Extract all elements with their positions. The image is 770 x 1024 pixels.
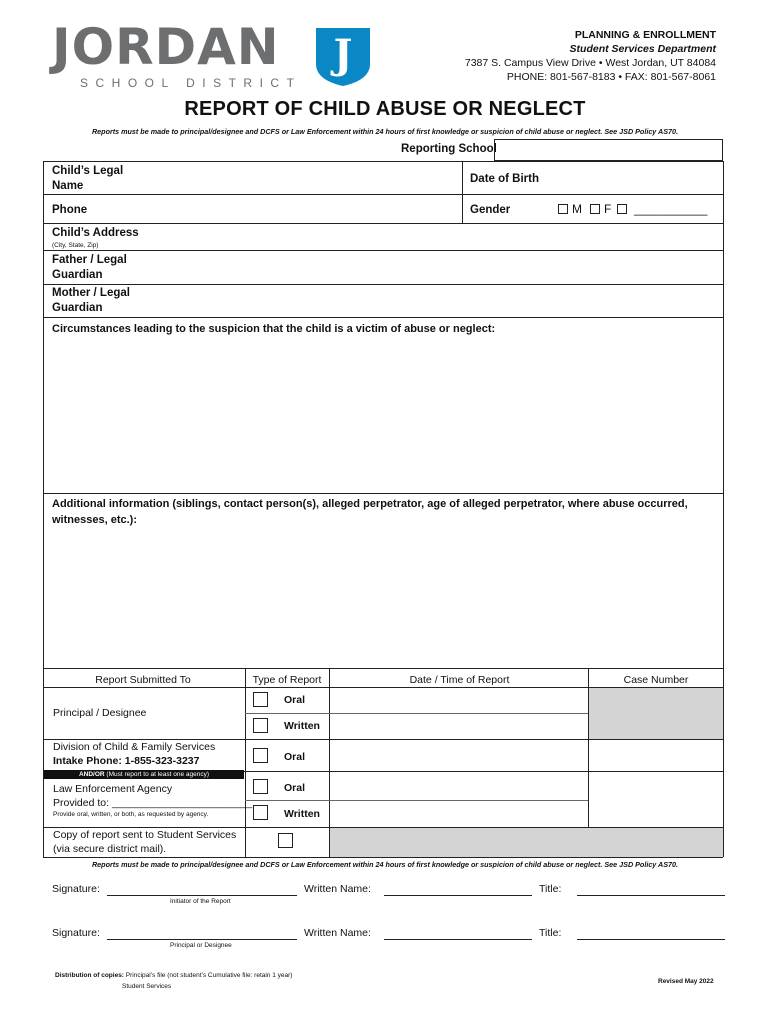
distribution-line-2: Student Services bbox=[122, 983, 172, 990]
childs-legal-label-1: Child’s Legal bbox=[52, 165, 124, 177]
gender-other-checkbox[interactable] bbox=[617, 204, 627, 214]
notice-top: Reports must be made to principal/designee and DCFS or Law Enforcement within 24 hours of first knowledge or suspicion of child abuse or neglect. See JSD Policy AS70. bbox=[91, 127, 679, 136]
signature-line-2[interactable] bbox=[107, 939, 297, 940]
col-header-submitted-to: Report Submitted To bbox=[95, 674, 191, 686]
col-header-date-time: Date / Time of Report bbox=[409, 674, 510, 686]
col-header-case-number: Case Number bbox=[623, 674, 689, 686]
gender-other-blank[interactable]: ___________ bbox=[634, 202, 708, 216]
phone-label: Phone bbox=[52, 204, 88, 216]
copy-label-1: Copy of report sent to Student Services bbox=[53, 829, 237, 841]
mother-label-1: Mother / Legal bbox=[52, 287, 130, 299]
law-written-label: Written bbox=[284, 808, 320, 820]
shield-logo-icon bbox=[314, 26, 372, 88]
dcfs-intake-phone: Intake Phone: 1-855-323-3237 bbox=[53, 755, 200, 767]
gender-m-label: M bbox=[572, 202, 582, 216]
law-oral-checkbox[interactable] bbox=[253, 779, 268, 794]
col-header-type: Type of Report bbox=[252, 674, 322, 686]
date-of-birth-field[interactable] bbox=[545, 166, 720, 192]
gender-m-checkbox[interactable] bbox=[558, 204, 568, 214]
revised-date: Revised May 2022 bbox=[658, 978, 714, 985]
date-of-birth-label: Date of Birth bbox=[470, 173, 539, 185]
law-provided-to[interactable]: Provided to: ________________________ bbox=[53, 797, 253, 809]
dcfs-oral-label: Oral bbox=[284, 751, 306, 763]
principal-caption: Principal or Designee bbox=[170, 942, 232, 949]
signature-label-2: Signature: bbox=[52, 927, 100, 939]
reporting-school-label: Reporting School bbox=[401, 143, 497, 155]
law-written-checkbox[interactable] bbox=[253, 805, 268, 820]
law-oral-datetime[interactable] bbox=[332, 774, 586, 798]
mother-label-2: Guardian bbox=[52, 302, 103, 314]
law-case-number[interactable] bbox=[591, 774, 721, 825]
title-label-2: Title: bbox=[539, 927, 562, 939]
reporting-school-field[interactable] bbox=[494, 139, 723, 161]
law-note: Provide oral, written, or both, as requested by agency. bbox=[53, 811, 209, 818]
signature-line-1[interactable] bbox=[107, 895, 297, 896]
written-name-line-1[interactable] bbox=[384, 895, 532, 896]
mother-field[interactable] bbox=[140, 286, 720, 316]
title-label-1: Title: bbox=[539, 883, 562, 895]
signature-label-1: Signature: bbox=[52, 883, 100, 895]
notice-bottom: Reports must be made to principal/designee and DCFS or Law Enforcement within 24 hours of first knowledge or suspicion of child abuse or neglect. See JSD Policy AS70. bbox=[91, 860, 679, 869]
dept-name: PLANNING & ENROLLMENT bbox=[574, 29, 716, 41]
principal-written-datetime[interactable] bbox=[332, 716, 586, 737]
gender-f-checkbox[interactable] bbox=[590, 204, 600, 214]
logo-subtitle: SCHOOL DISTRICT bbox=[80, 76, 302, 90]
law-oral-label: Oral bbox=[284, 782, 306, 794]
copy-grey-cell bbox=[330, 827, 723, 857]
gender-f-label: F bbox=[604, 202, 612, 216]
childs-address-label: Child’s Address bbox=[52, 227, 139, 239]
initiator-caption: Initiator of the Report bbox=[170, 898, 231, 905]
additional-info-textarea[interactable] bbox=[46, 530, 720, 666]
additional-info-label-1: Additional information (siblings, contact person(s), alleged perpetrator, age of alleged perpetrator, where abuse occurred, bbox=[52, 498, 688, 510]
written-name-label-2: Written Name: bbox=[304, 927, 371, 939]
phone-field[interactable] bbox=[100, 197, 458, 221]
childs-legal-label-2: Name bbox=[52, 180, 84, 192]
written-name-label-1: Written Name: bbox=[304, 883, 371, 895]
principal-oral-checkbox[interactable] bbox=[253, 692, 268, 707]
title-line-1[interactable] bbox=[577, 895, 725, 896]
address-hint: (City, State, Zip) bbox=[52, 242, 99, 249]
andor-label: AND/OR bbox=[78, 771, 105, 778]
distribution-label: Distribution of copies: bbox=[55, 972, 124, 979]
page-title: REPORT OF CHILD ABUSE OR NEGLECT bbox=[184, 98, 586, 120]
dcfs-label: Division of Child & Family Services bbox=[53, 741, 216, 753]
dept-address: 7387 S. Campus View Drive • West Jordan, UT 84084 bbox=[464, 57, 716, 69]
logo-wordmark: JORDAN bbox=[52, 18, 280, 76]
case-number-grey-1 bbox=[589, 687, 723, 739]
childs-name-field[interactable] bbox=[120, 163, 460, 193]
principal-oral-label: Oral bbox=[284, 694, 306, 706]
address-field[interactable] bbox=[140, 226, 720, 248]
circumstances-label: Circumstances leading to the suspicion that the child is a victim of abuse or neglect: bbox=[52, 323, 496, 335]
father-label-2: Guardian bbox=[52, 269, 103, 281]
dept-phone: PHONE: 801-567-8183 • FAX: 801-567-8061 bbox=[506, 71, 716, 83]
written-name-line-2[interactable] bbox=[384, 939, 532, 940]
dcfs-oral-checkbox[interactable] bbox=[253, 748, 268, 763]
father-field[interactable] bbox=[140, 253, 720, 283]
circumstances-textarea[interactable] bbox=[46, 338, 720, 490]
distribution-text-1: Principal’s file (not student’s Cumulative file: retain 1 year) bbox=[123, 972, 293, 979]
dcfs-case-number[interactable] bbox=[591, 742, 721, 769]
logo-letter: J bbox=[333, 31, 353, 78]
principal-oral-datetime[interactable] bbox=[332, 690, 586, 711]
dcfs-oral-datetime[interactable] bbox=[332, 742, 586, 769]
copy-sent-checkbox[interactable] bbox=[278, 833, 293, 848]
dept-sub: Student Services Department bbox=[569, 43, 716, 55]
department-info bbox=[465, 28, 716, 84]
gender-label: Gender bbox=[470, 204, 511, 216]
copy-label-2: (via secure district mail). bbox=[53, 843, 167, 855]
law-enforcement-label: Law Enforcement Agency bbox=[53, 783, 173, 795]
principal-written-label: Written bbox=[284, 720, 320, 732]
father-label-1: Father / Legal bbox=[52, 254, 127, 266]
principal-written-checkbox[interactable] bbox=[253, 718, 268, 733]
additional-info-label-2: witnesses, etc.): bbox=[52, 514, 137, 526]
distribution-line-1 bbox=[55, 972, 292, 979]
title-line-2[interactable] bbox=[577, 939, 725, 940]
andor-note: (Must report to at least one agency) bbox=[106, 771, 210, 778]
law-written-datetime[interactable] bbox=[332, 803, 586, 825]
principal-designee-label: Principal / Designee bbox=[53, 707, 147, 719]
andor-bar bbox=[44, 770, 244, 779]
